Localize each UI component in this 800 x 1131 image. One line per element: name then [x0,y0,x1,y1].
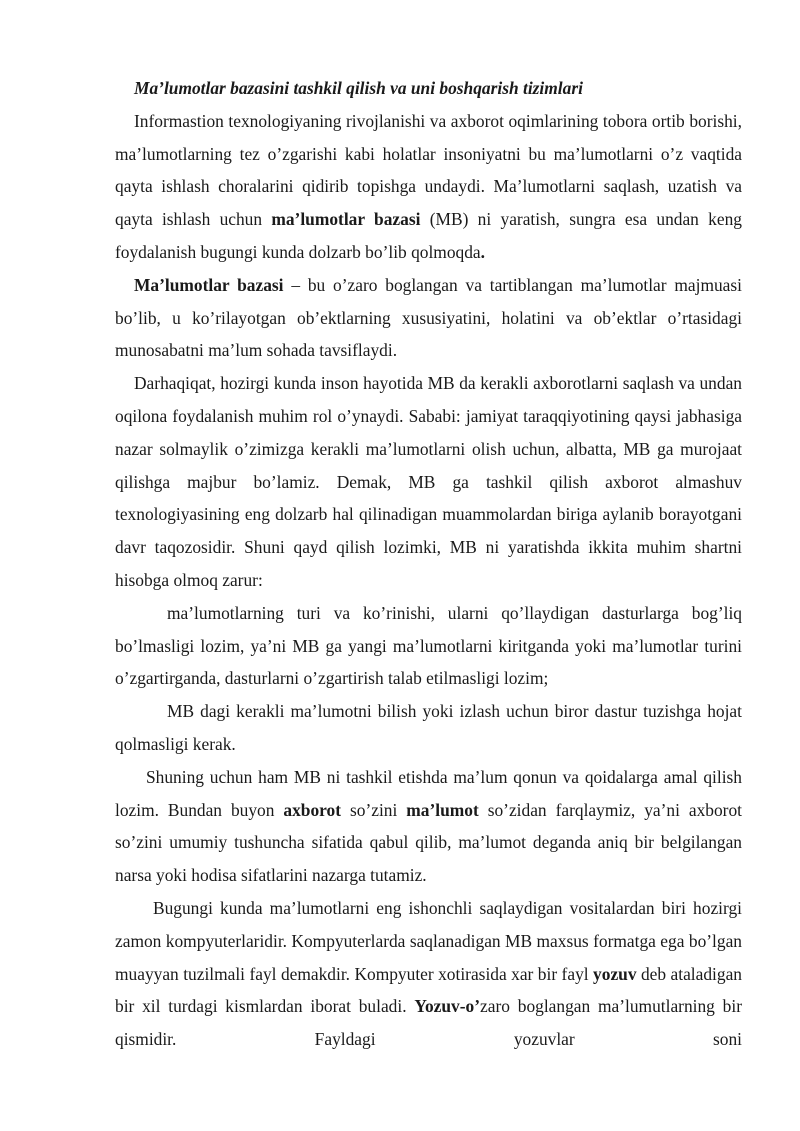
text-run: so’zidan farqlaymiz, ya’ni axborot so’zini umumiy tushuncha sifatida qabul qilib, ma’lumot deganda aniq bir belgilangan narsa yoki hodisa sifatlarini nazarga tutamiz. [115,799,743,886]
section-title: Ma’lumotlar bazasini tashkil qilish va uni boshqarish tizimlari [134,78,583,98]
text-run: Informastion texnologiyaning rivojlanishi va axborot oqimlarining tobora ortib borishi, ma’lumotlarning tez o’zgarishi kabi holatlar insoniyatni bu ma’lumotlarni o’z vaqtida qayta ishlash choralarini qidirib topishga undaydi. Ma’lumotlarni saqlash, uzatish va qayta ishlash uchun [115,110,742,230]
bold-term: axborot [283,799,342,820]
bold-term: Yozuv-o’ [414,996,481,1017]
text-run: deb ataladigan bir xil turdagi kismlardan iborat buladi. [115,963,742,1017]
document-page [115,72,742,1056]
text-run: Shuning uchun ham MB ni tashkil etishda ma’lum qonun va qoidalarga amal qilish lozim. Bundan buyon [115,766,742,820]
list-item-text: ma’lumotlarning turi va ko’rinishi, ularni qo’llaydigan dasturlarga bog’liq bo’lmasligi lozim, ya’ni MB ga yangi ma’lumotlarni kiritganda yoki ma’lumotlar turini o’zgartirganda, dasturlarni o’zgartirish talab etilmasligi lozim; [115,602,742,689]
list-item-text: MB dagi kerakli ma’lumotni bilish yoki izlash uchun biror dastur tuzishga hojat qolmasligi kerak. [115,701,742,754]
text-run: – bu o’zaro boglangan va tartiblangan ma’lumotlar majmuasi bo’lib, u ko’rilayotgan ob’ektlarning xususiyatini, holatini va ob’ektlar o’rtasidagi munosabatni ma’lum sohada tavsiflaydi. [115,274,742,361]
bold-term: ma’lumotlar bazasi [271,209,421,230]
list-item [115,597,742,695]
paragraph-terms [115,761,742,892]
bold-term: . [480,241,485,262]
text-run: zaro boglangan ma’lumutlarning bir qismidir. Fayldagi yozuvlar soni [115,996,742,1050]
paragraph-intro [115,105,742,269]
text-run: (MB) ni yaratish, sungra esa undan keng foydalanish bugungi kunda dolzarb bo’lib qolmoqda [115,209,742,262]
paragraph-definition [115,269,742,367]
paragraph-storage [115,892,742,1056]
text-run: so’zini [341,799,407,820]
paragraph-context: Darhaqiqat, hozirgi kunda inson hayotida MB da kerakli axborotlarni saqlash va undan oqilona foydalanish muhim rol o’ynaydi. Sababi: jamiyat taraqqiyotining qaysi jabhasiga nazar solmaylik o’zimizga kerakli ma’lumotlarni olish uchun, albatta, MB ga murojaat qilishga majbur bo’lamiz. Demak, MB ga tashkil qilish axborot almashuv texnologiyasining eng dolzarb hal qilinadigan muammolardan biriga aylanib borayotgani davr taqozosidir. Shuni qayd qilish lozimki, MB ni yaratishda ikkita muhim shartni hisobga olmoq zarur: [115,373,742,590]
bold-term: ma’lumot [406,799,479,820]
bold-term: yozuv [593,963,637,984]
list-item [115,695,742,761]
text-run: Bugungi kunda ma’lumotlarni eng ishonchli saqlaydigan vositalardan biri hozirgi zamon kompyuterlaridir. Kompyuterlarda saqlanadigan MB maxsus formatga ega bo’lgan muayyan tuzilmali fayl demakdir. Kompyuter xotirasida xar bir fayl [115,897,742,984]
bold-term: Ma’lumotlar bazasi [134,274,284,295]
